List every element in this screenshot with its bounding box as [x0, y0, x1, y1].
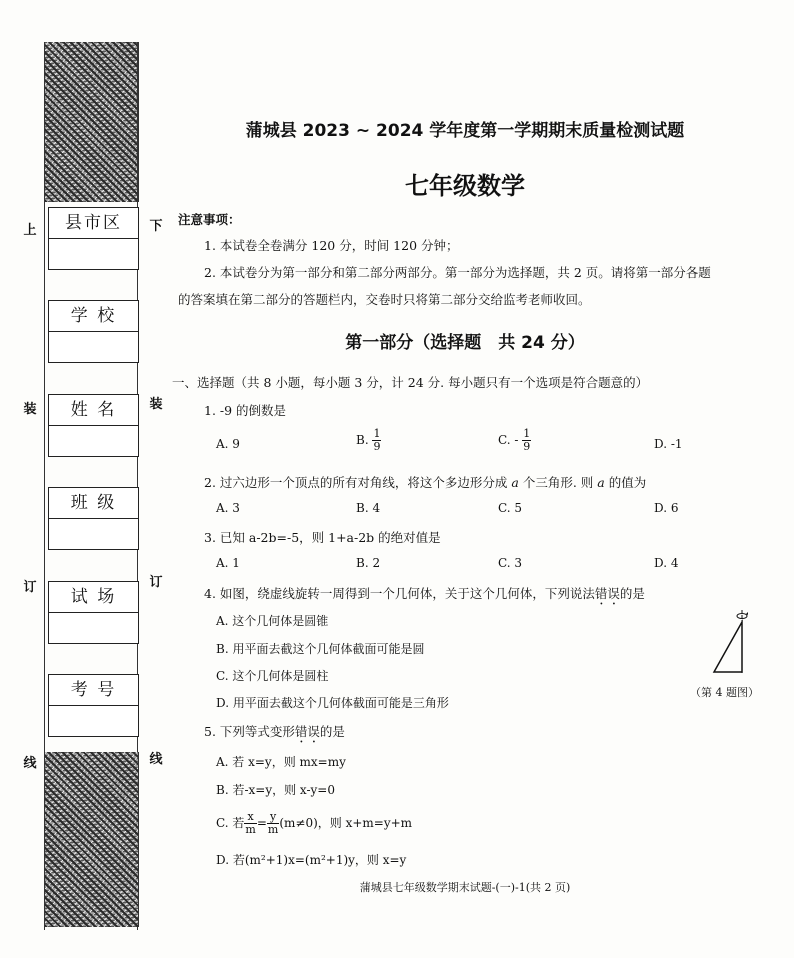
field-exam-number-blank[interactable] [49, 706, 138, 736]
q4-stem [204, 584, 645, 608]
notes-heading: 注意事项： [178, 212, 241, 227]
field-school[interactable] [48, 300, 139, 363]
q1-option-c-denominator: 9 [523, 440, 531, 453]
q4-stem-pre: 4. 如图，绕虚线旋转一周得到一个几何体，关于这个几何体，下列说法 [204, 586, 595, 601]
field-class-label: 班 级 [49, 488, 138, 519]
q5-option-b: B. 若-x=y，则 x-y=0 [216, 783, 335, 797]
field-exam-number-label: 考 号 [49, 675, 138, 706]
exam-subject: 七年级数学 [405, 172, 525, 200]
field-name-blank[interactable] [49, 426, 138, 456]
q4-option-d: D. 用平面去截这个几何体截面可能是三角形 [216, 696, 449, 710]
field-county-blank[interactable] [49, 239, 138, 269]
binding-char-ding-right: 订 [149, 575, 163, 590]
q1-option-c-prefix: C. - [498, 433, 519, 447]
field-name[interactable] [48, 394, 139, 457]
q2-option-b: B. 4 [356, 501, 381, 515]
page-footer: 蒲城县七年级数学期末试题-(一)-1(共 2 页) [359, 881, 571, 894]
q1-option-c-fraction [522, 428, 531, 453]
field-exam-room-label: 试 场 [49, 582, 138, 613]
q1-option-c-numerator: 1 [523, 427, 531, 440]
part1-title: 第一部分（选择题 共 24 分） [345, 333, 585, 353]
q4-option-b: B. 用平面去截这个几何体截面可能是圆 [216, 642, 425, 656]
q1-stem: 1. -9 的倒数是 [204, 403, 287, 418]
q2-option-c: C. 5 [498, 501, 523, 515]
field-exam-number[interactable] [48, 674, 139, 737]
binding-char-xian-left: 线 [23, 756, 37, 771]
notes-item-1: 1. 本试卷全卷满分 120 分，时间 120 分钟； [204, 238, 459, 253]
q4-option-a: A. 这个几何体是圆锥 [216, 614, 329, 628]
q4-figure-triangle [706, 608, 756, 678]
notes-item-2-line-1: 2. 本试卷分为第一部分和第二部分两部分。第一部分为选择题，共 2 页。请将第一部分各题 [204, 265, 711, 280]
q3-stem: 3. 已知 a-2b=-5，则 1+a-2b 的绝对值是 [204, 530, 441, 545]
q5-option-c-fraction-1 [244, 811, 256, 836]
q4-option-c: C. 这个几何体是圆柱 [216, 669, 329, 683]
binding-char-zhuang-left: 装 [23, 402, 37, 417]
binding-char-shang-left: 上 [23, 223, 37, 238]
q4-stem-post: 的是 [619, 586, 645, 601]
q1-option-b [356, 428, 381, 453]
q5-option-c-prefix: C. 若 [216, 816, 245, 830]
q5-option-c-post: (m≠0)，则 x+m=y+m [279, 816, 413, 830]
field-school-blank[interactable] [49, 332, 138, 362]
field-school-label: 学 校 [49, 301, 138, 332]
q3-option-a: A. 1 [216, 556, 240, 570]
field-name-label: 姓 名 [49, 395, 138, 426]
q5-option-c-denominator-2: m [267, 823, 279, 836]
q1-option-d: D. -1 [654, 437, 683, 451]
field-class[interactable] [48, 487, 139, 550]
q2-stem-pre: 2. 过六边形一个顶点的所有对角线，将这个多边形分成 [204, 475, 508, 490]
binding-char-xia-right: 下 [149, 219, 163, 234]
q3-option-c: C. 3 [498, 556, 523, 570]
q5-option-c-numerator-2: y [267, 811, 279, 824]
q2-var-1: a [511, 475, 519, 490]
q2-stem-post: 的值为 [608, 475, 647, 490]
binding-char-ding-left: 订 [23, 580, 37, 595]
q1-option-b-fraction [372, 428, 381, 453]
binding-pattern-top [44, 42, 139, 202]
field-exam-room-blank[interactable] [49, 613, 138, 643]
binding-char-xian-right: 线 [149, 752, 163, 767]
field-class-blank[interactable] [49, 519, 138, 549]
q4-figure-caption: （第 4 题图） [690, 686, 759, 699]
q5-option-c-denominator-1: m [245, 823, 256, 836]
q1-option-b-prefix: B. [356, 433, 369, 447]
q5-option-c-equals: = [256, 816, 267, 830]
q2-option-a: A. 3 [216, 501, 240, 515]
q1-option-b-numerator: 1 [373, 427, 381, 440]
q2-option-d: D. 6 [654, 501, 679, 515]
q1-option-c [498, 428, 531, 453]
notes-item-2-line-2: 的答案填在第二部分的答题栏内，交卷时只将第二部分交给监考老师收回。 [178, 292, 591, 307]
q5-option-a: A. 若 x=y，则 mx=my [216, 755, 346, 769]
q5-option-c [216, 811, 412, 836]
q5-stem-emphasis: 错误 [294, 724, 320, 739]
q2-stem [204, 473, 646, 491]
q5-stem [204, 722, 345, 746]
q2-stem-mid: 个三角形. 则 [522, 475, 594, 490]
q1-option-b-denominator: 9 [373, 440, 381, 453]
q5-option-c-fraction-2 [267, 811, 279, 836]
field-exam-room[interactable] [48, 581, 139, 644]
q4-stem-emphasis: 错误 [594, 586, 620, 601]
q5-option-d: D. 若(m²+1)x=(m²+1)y，则 x=y [216, 853, 407, 867]
q3-option-b: B. 2 [356, 556, 381, 570]
q2-var-2: a [597, 475, 605, 490]
field-county-label: 县市区 [49, 208, 138, 239]
q3-option-d: D. 4 [654, 556, 679, 570]
q1-option-a: A. 9 [216, 437, 240, 451]
q5-stem-pre: 5. 下列等式变形 [204, 724, 295, 739]
binding-pattern-bottom [44, 752, 139, 927]
q5-stem-post: 的是 [319, 724, 345, 739]
q5-option-c-numerator-1: x [244, 811, 256, 824]
section-heading: 一、选择题（共 8 小题，每小题 3 分，计 24 分. 每小题只有一个选项是符合题意的） [172, 375, 649, 390]
exam-title: 蒲城县 2023 ~ 2024 学年度第一学期期末质量检测试题 [245, 121, 685, 141]
binding-char-zhuang-right: 装 [149, 397, 163, 412]
field-county[interactable] [48, 207, 139, 270]
